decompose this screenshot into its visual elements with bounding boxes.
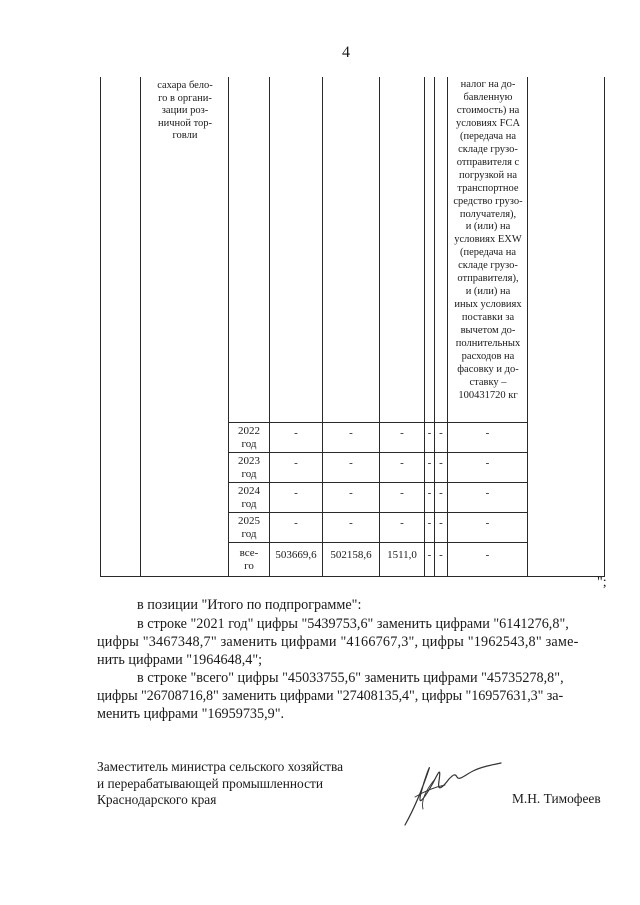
value-cell: -	[400, 487, 404, 499]
signatory-position: Заместитель министра сельского хозяйства и перерабатывающей промышленности Краснодарского края	[97, 759, 344, 807]
note-cell: налог на до- бавленную стоимость) на условиях FCA (передача на складе грузо- отправителя с погрузкой на транспортное средство грузо- получателя), и (или) на условиях EXW (передача на складе грузо- отправителя), и (или) на иных условиях поставки за вычетом до- полнительных расходов на фасовку и до- ставку – 100431720 кг	[453, 79, 523, 401]
value-cell: -	[439, 549, 443, 561]
value-cell: -	[400, 427, 404, 439]
value-cell: -	[427, 549, 432, 561]
year-cell: 2022 год	[238, 425, 260, 450]
name-cell: сахара бело- го в органи- зации роз- ничной тор- говли	[157, 80, 213, 142]
value-cell: -	[349, 457, 353, 469]
value-cell: -	[439, 487, 443, 499]
value-cell: -	[400, 457, 404, 469]
text-line: в позиции "Итого по подпрограмме":	[137, 597, 362, 613]
closing-quote: ";	[597, 575, 607, 590]
text-line: нить цифрами "1964648,4";	[97, 652, 263, 668]
text-line: в строке "всего" цифры "45033755,6" заменить цифрами "45735278,8",	[137, 670, 564, 686]
value-cell: -	[439, 427, 443, 439]
value-cell: 502158,6	[330, 549, 372, 561]
value-cell: -	[485, 457, 490, 469]
value-cell: -	[349, 517, 353, 529]
value-cell: -	[485, 427, 490, 439]
text-line: цифры "3467348,7" заменить цифрами "4166767,3", цифры "1962543,8" заме-	[97, 634, 579, 650]
year-cell: 2024 год	[238, 485, 260, 510]
signatory-name: М.Н. Тимофеев	[512, 791, 601, 806]
year-cell: 2025 год	[238, 515, 260, 540]
value-cell: -	[294, 487, 298, 499]
value-cell: -	[439, 517, 443, 529]
value-cell: -	[294, 427, 298, 439]
page-number: 4	[342, 44, 350, 61]
text-line: менить цифрами "16959735,9".	[97, 706, 285, 722]
value-cell: -	[485, 517, 490, 529]
value-cell: 503669,6	[275, 549, 317, 561]
value-cell: -	[294, 457, 298, 469]
text-line: в строке "2021 год" цифры "5439753,6" заменить цифрами "6141276,8",	[137, 616, 569, 632]
value-cell: -	[349, 487, 353, 499]
year-cell: 2023 год	[238, 455, 260, 480]
value-cell: -	[400, 517, 404, 529]
handwritten-signature	[395, 757, 505, 829]
value-cell: 1511,0	[387, 549, 417, 561]
value-cell: -	[349, 427, 353, 439]
value-cell: -	[427, 517, 432, 529]
text-line: цифры "26708716,8" заменить цифрами "27408135,4", цифры "16957631,3" за-	[97, 688, 564, 704]
year-cell: все- го	[239, 547, 259, 572]
value-cell: -	[294, 517, 298, 529]
value-cell: -	[427, 427, 432, 439]
value-cell: -	[427, 487, 432, 499]
value-cell: -	[427, 457, 432, 469]
value-cell: -	[485, 487, 490, 499]
value-cell: -	[439, 457, 443, 469]
value-cell: -	[485, 549, 490, 561]
